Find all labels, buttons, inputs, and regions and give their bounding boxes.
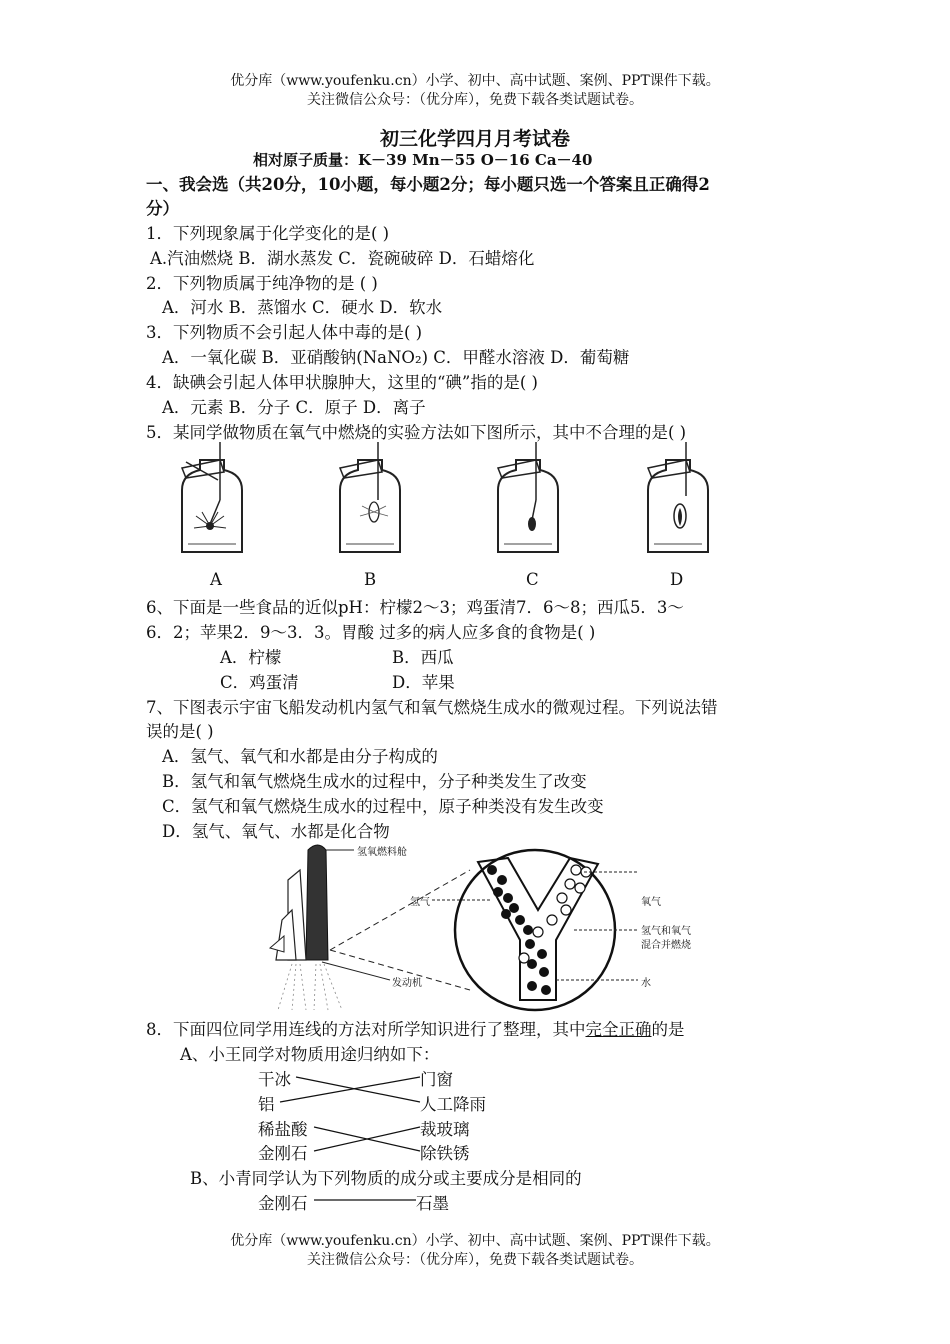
q6-option-d: D．苹果: [392, 673, 455, 692]
q8-a-left-0: 干冰: [258, 1070, 291, 1089]
q4-stem: 4．缺碘会引起人体甲状腺肿大，这里的“碘”指的是( ): [146, 373, 538, 392]
q1-options: A.汽油燃烧 B．湖水蒸发 C．瓷碗破碎 D．石蜡熔化: [150, 249, 535, 268]
q7-line-2: 误的是( ): [146, 722, 214, 741]
q1-stem: 1．下列现象属于化学变化的是( ): [146, 224, 390, 243]
footer-line-1: 优分库（www.youfenku.cn）小学、初中、高中试题、案例、PPT课件下载。: [230, 1233, 720, 1249]
q3-options: A．一氧化碳 B．亚硝酸钠(NaNO₂) C．甲醛水溶液 D．葡萄糖: [162, 348, 630, 367]
q8-a-left-1: 铝: [258, 1095, 275, 1114]
label-mix-2: 混合并燃烧: [641, 940, 691, 951]
label-water: 水: [641, 978, 651, 989]
q5-label-c: C: [526, 570, 539, 589]
q2-options: A．河水 B．蒸馏水 C．硬水 D．软水: [162, 298, 443, 317]
q8-a-intro: A、小王同学对物质用途归纳如下：: [180, 1045, 440, 1064]
label-oxygen: 氧气: [641, 897, 661, 908]
q8-stem-underlined: 完全正确: [585, 1020, 652, 1039]
header-line-1: 优分库（www.youfenku.cn）小学、初中、高中试题、案例、PPT课件下载。: [230, 73, 720, 89]
q5-label-a: A: [210, 570, 222, 589]
q8-b-right: 石墨: [416, 1194, 449, 1213]
q7-option-a: A．氢气、氧气和水都是由分子构成的: [162, 747, 438, 766]
q4-options: A．元素 B．分子 C．原子 D．离子: [162, 398, 426, 417]
label-engine: 发动机: [392, 978, 422, 989]
q8-a-right-3: 除铁锈: [420, 1144, 470, 1163]
label-fuel-tank: 氢氧燃料舱: [357, 847, 407, 858]
q6-option-b: B．西瓜: [392, 648, 454, 667]
q8-a-right-0: 门窗: [420, 1070, 453, 1089]
q8-b-left: 金刚石: [258, 1194, 308, 1213]
q8-a-right-1: 人工降雨: [420, 1095, 486, 1114]
q8-a-left-2: 稀盐酸: [258, 1120, 308, 1139]
q7-line-1: 7、下图表示宇宙飞船发动机内氢气和氧气燃烧生成水的微观过程。下列说法错: [146, 698, 718, 717]
q7-option-d: D．氢气、氧气、水都是化合物: [162, 822, 390, 841]
label-mix-1: 氢气和氧气: [641, 926, 691, 937]
q8-stem-after: 的是: [651, 1020, 685, 1039]
q6-option-c: C．鸡蛋清: [220, 673, 299, 692]
q6-line-2: 6．2；苹果2．9～3．3。胃酸 过多的病人应多食的食物是( ): [146, 623, 596, 642]
q2-stem: 2．下列物质属于纯净物的是 ( ): [146, 274, 378, 293]
q8-b-intro: B、小青同学认为下列物质的成分或主要成分是相同的: [190, 1169, 582, 1188]
q8-stem-before: 8．下面四位同学用连线的方法对所学知识进行了整理，其中: [146, 1020, 586, 1039]
q7-option-c: C．氢气和氧气燃烧生成水的过程中，原子种类没有发生改变: [162, 797, 604, 816]
q8-a-left-3: 金刚石: [258, 1144, 308, 1163]
atomic-mass: 相对原子质量：K－39 Mn－55 O－16 Ca－40: [253, 151, 593, 169]
section-heading: 一、我会选（共20分，10小题，每小题2分；每小题只选一个答案且正确得2: [146, 175, 710, 194]
footer-line-2: 关注微信公众号：（优分库），免费下载各类试题试卷。: [307, 1252, 643, 1268]
q8-a-right-2: 裁玻璃: [420, 1120, 470, 1139]
q6-option-a: A．柠檬: [220, 648, 282, 667]
q5-stem: 5．某同学做物质在氧气中燃烧的实验方法如下图所示，其中不合理的是( ): [146, 423, 687, 442]
section-heading-cont: 分）: [146, 199, 179, 218]
q6-line-1: 6、下面是一些食品的近似pH：柠檬2～3；鸡蛋清7．6～8；西瓜5．3～: [146, 598, 684, 617]
page-title: 初三化学四月月考试卷: [379, 128, 570, 150]
q3-stem: 3．下列物质不会引起人体中毒的是( ): [146, 323, 423, 342]
label-hydrogen: 氢气: [410, 897, 430, 908]
q7-option-b: B．氢气和氧气燃烧生成水的过程中，分子种类发生了改变: [162, 772, 587, 791]
q5-label-d: D: [670, 570, 684, 589]
q5-label-b: B: [364, 570, 377, 589]
header-line-2: 关注微信公众号：（优分库），免费下载各类试题试卷。: [307, 92, 643, 108]
